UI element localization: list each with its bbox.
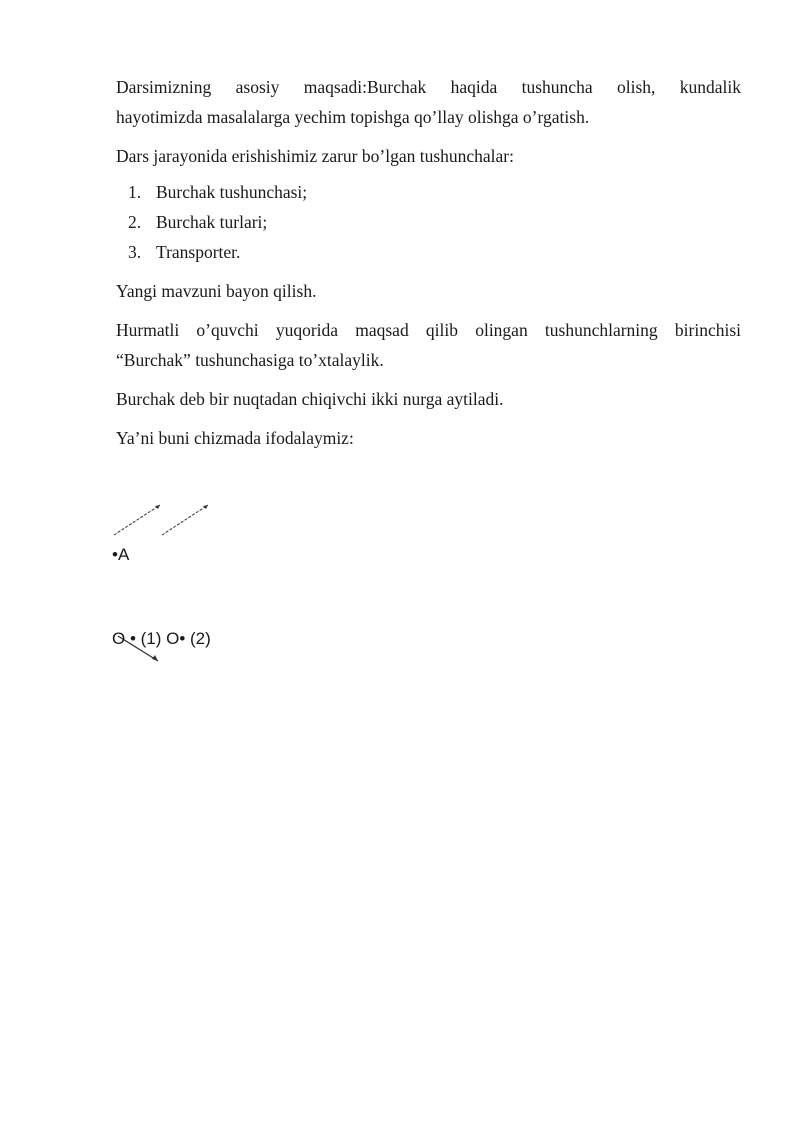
paragraph-intro-line1: Hurmatli o’quvchi yuqorida maqsad qilib olingan tushunchlarning birinchisi [116,320,741,340]
list-item [128,237,741,267]
list-item-text: Transporter. [156,242,241,262]
concepts-list [116,177,741,267]
list-item-number: 2. [128,212,142,232]
arrow-head-icon [203,505,208,509]
paragraph-goal-line1: Darsimizning asosiy maqsadi:Burchak haqida tushuncha olish, kundalik [116,77,741,97]
list-item [128,177,741,207]
list-item-text: Burchak turlari; [156,212,268,232]
ray-line [114,505,160,535]
points-o-labels: O • (1) O• (2) [112,629,211,648]
list-item [128,207,741,237]
arrow-head-icon [155,505,160,509]
paragraph-new-topic: Yangi mavzuni bayon qilish. [116,281,317,301]
ray-line [162,505,208,535]
paragraph-diagram-intro: Ya’ni buni chizmada ifodalaymiz: [116,428,354,448]
paragraph-concepts-intro: Dars jarayonida erishishimiz zarur bo’lgan tushunchalar: [116,146,514,166]
angle-diagram [112,495,252,675]
list-item-number: 1. [128,182,142,202]
list-item-number: 3. [128,242,142,262]
paragraph-goal-line2: hayotimizda masalalarga yechim topishga qo’llay olishga o’rgatish. [116,107,590,127]
document-body [116,72,741,453]
point-a-label: •A [112,545,130,564]
arrow-head-icon [152,655,158,661]
paragraph-definition: Burchak deb bir nuqtadan chiqivchi ikki nurga aytiladi. [116,389,504,409]
list-item-text: Burchak tushunchasi; [156,182,308,202]
paragraph-intro-line2: “Burchak” tushunchasiga to’xtalaylik. [116,350,384,370]
